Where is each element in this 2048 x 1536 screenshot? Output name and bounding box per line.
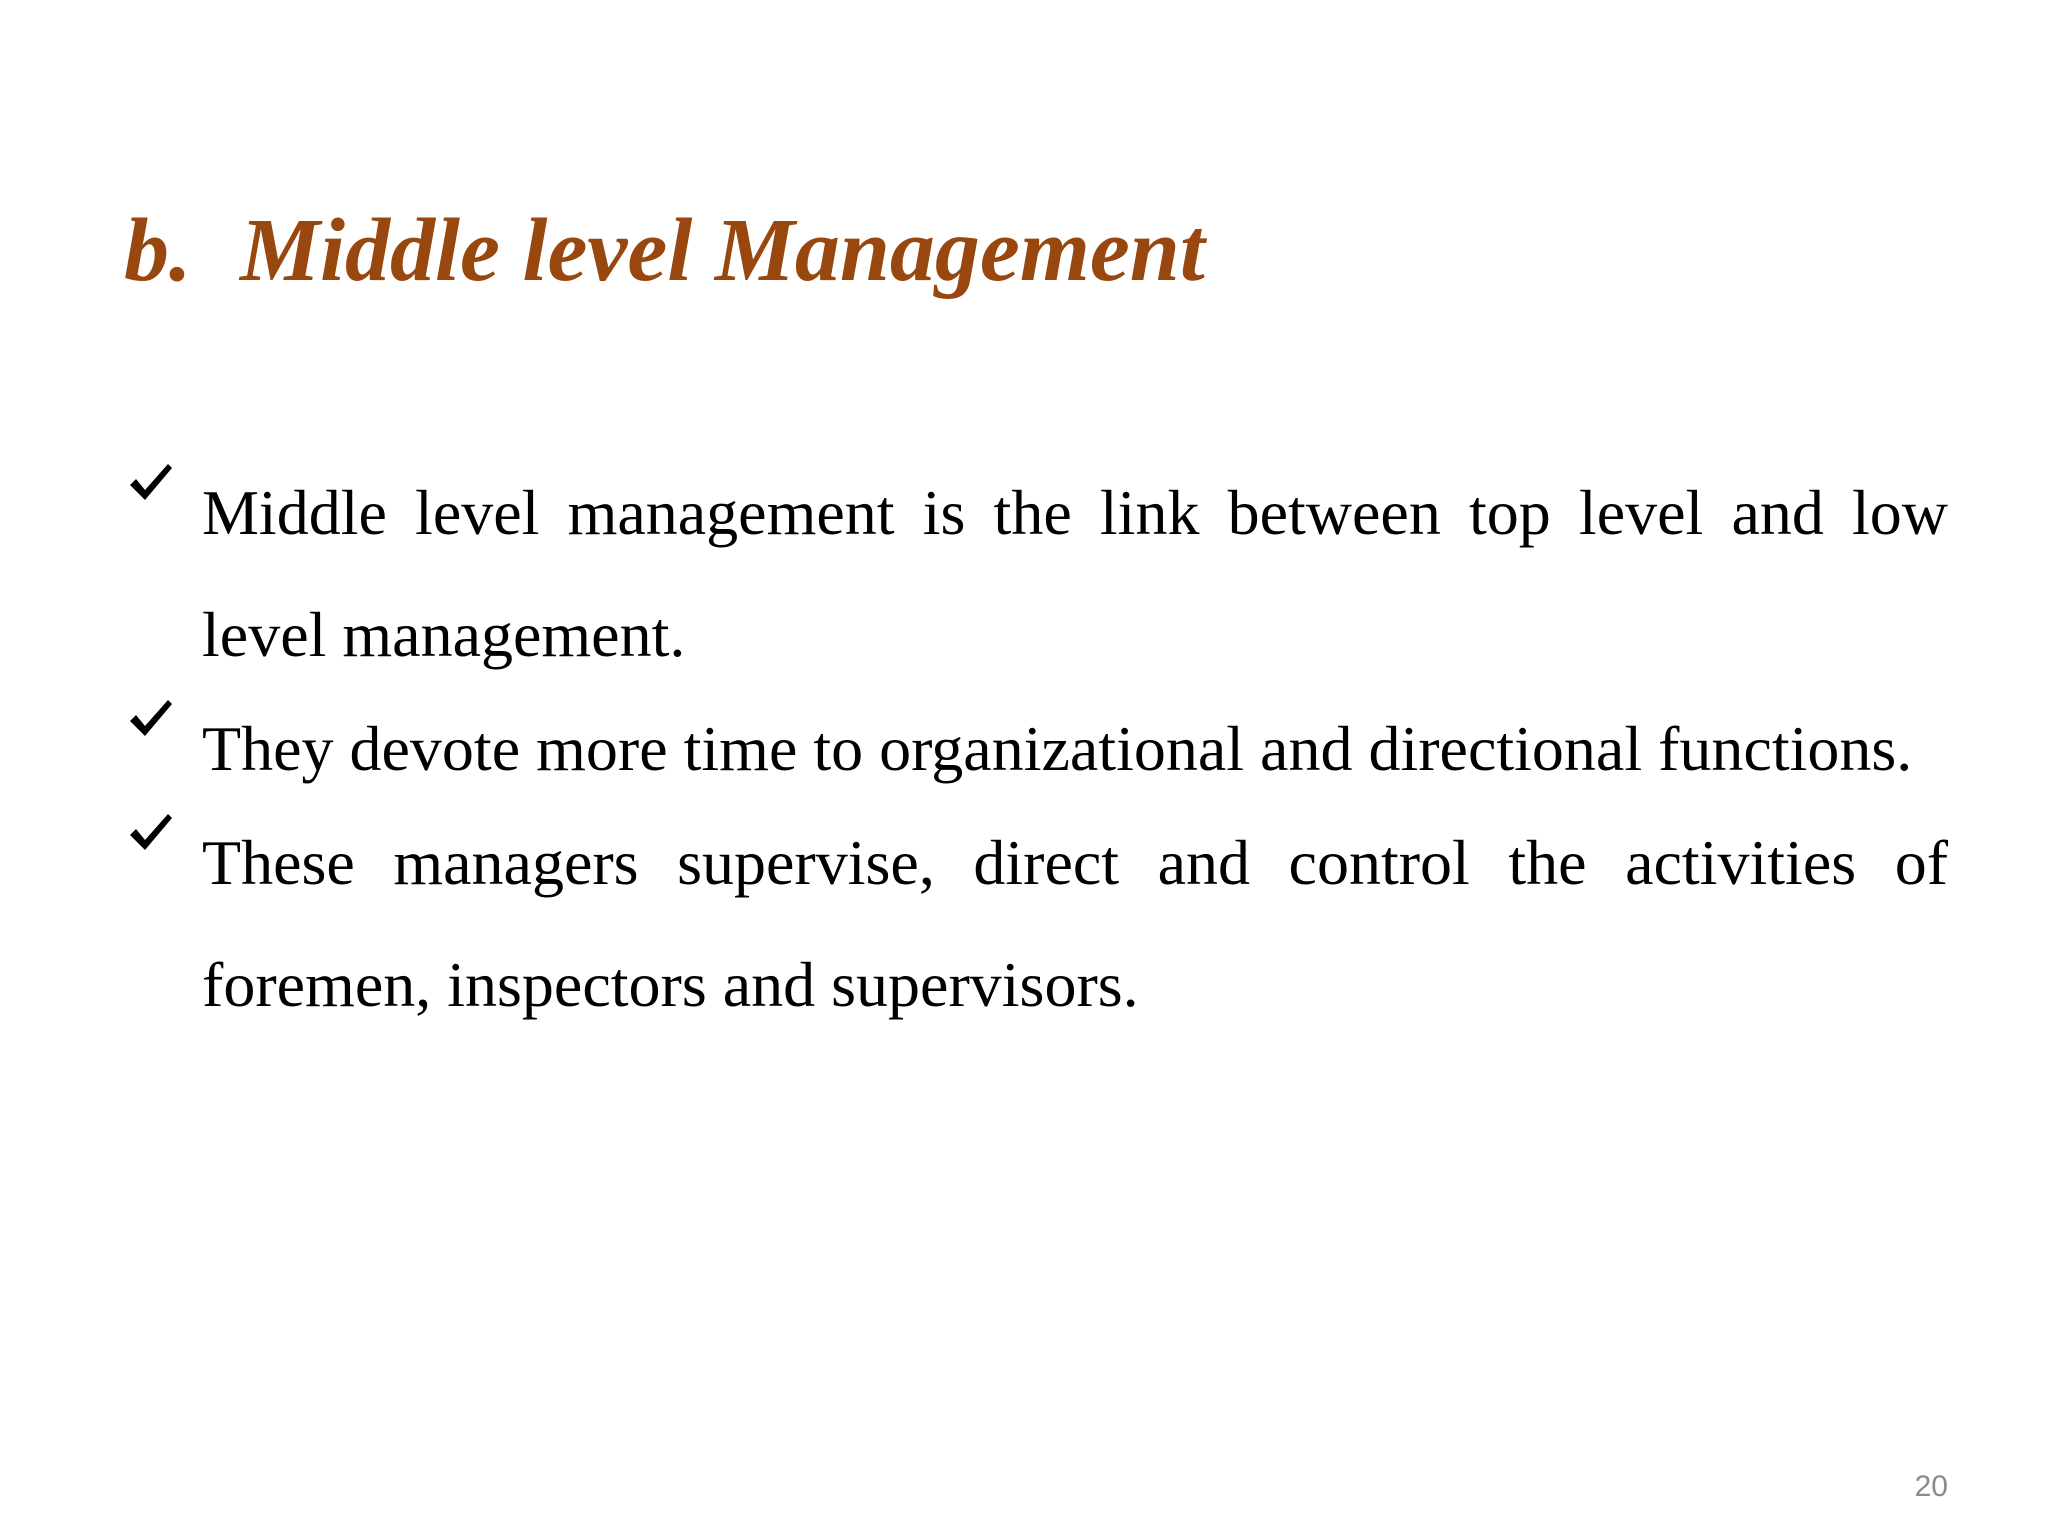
bullet-item xyxy=(124,452,1948,696)
checkmark-icon xyxy=(126,694,176,744)
checkmark-icon xyxy=(126,808,176,858)
slide-title xyxy=(124,196,1205,306)
bullet-list xyxy=(124,478,1948,1064)
page-number: 20 xyxy=(1914,1470,1948,1503)
bullet-text: Middle level management is the link between top level and low level management. xyxy=(202,477,1948,670)
bullet-text: These managers supervise, direct and control the activities of foremen, inspectors and supervisors. xyxy=(202,827,1948,1020)
bullet-text: They devote more time to organizational and directional functions. xyxy=(202,713,1913,784)
bullet-item xyxy=(124,802,1948,1046)
title-marker: b. xyxy=(124,201,192,300)
checkmark-icon xyxy=(126,458,176,508)
title-text: Middle level Management xyxy=(240,201,1205,300)
bullet-item xyxy=(124,688,1948,810)
